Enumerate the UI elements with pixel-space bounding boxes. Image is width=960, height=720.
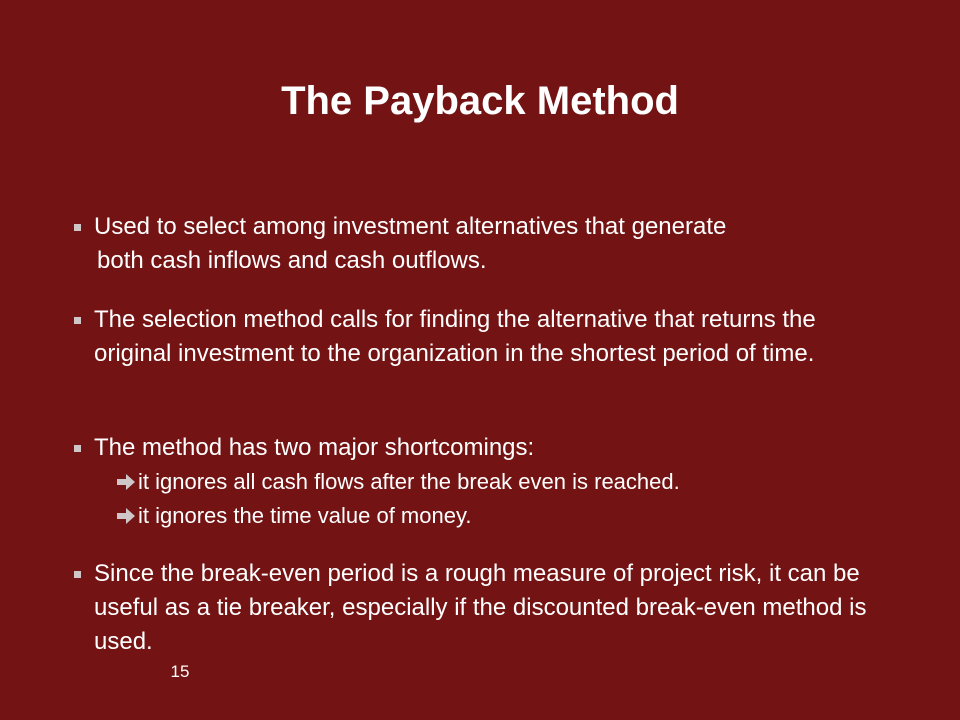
square-bullet-icon [74, 224, 81, 231]
slide-title: The Payback Method [281, 79, 679, 123]
bullet-text-line: Used to select among investment alternatives that generate [94, 213, 727, 240]
bullet-text: The selection method calls for finding the alternative that returns the original investment to the organization in the shortest period of time. [94, 306, 816, 367]
bullet-item [94, 303, 884, 371]
bullet-item [94, 210, 884, 278]
sub-bullet-item [94, 499, 884, 533]
sub-bullet-text: it ignores all cash flows after the break even is reached. [138, 469, 680, 494]
square-bullet-icon [74, 317, 81, 324]
bullet-item [94, 557, 884, 659]
bullet-text: The method has two major shortcomings: [94, 434, 535, 461]
arrow-right-icon [116, 473, 136, 491]
square-bullet-icon [74, 571, 81, 578]
arrow-right-icon [116, 507, 136, 525]
square-bullet-icon [74, 445, 81, 452]
sub-bullet-text: it ignores the time value of money. [138, 503, 472, 528]
bullet-item [94, 431, 884, 533]
bullet-text: Since the break-even period is a rough measure of project risk, it can be useful as a tie breaker, especially if the discounted break-even method is used. [94, 560, 867, 655]
page-number: 15 [170, 662, 190, 681]
bullet-text-line: both cash inflows and cash outflows. [97, 247, 487, 274]
sub-bullet-item [94, 465, 884, 499]
